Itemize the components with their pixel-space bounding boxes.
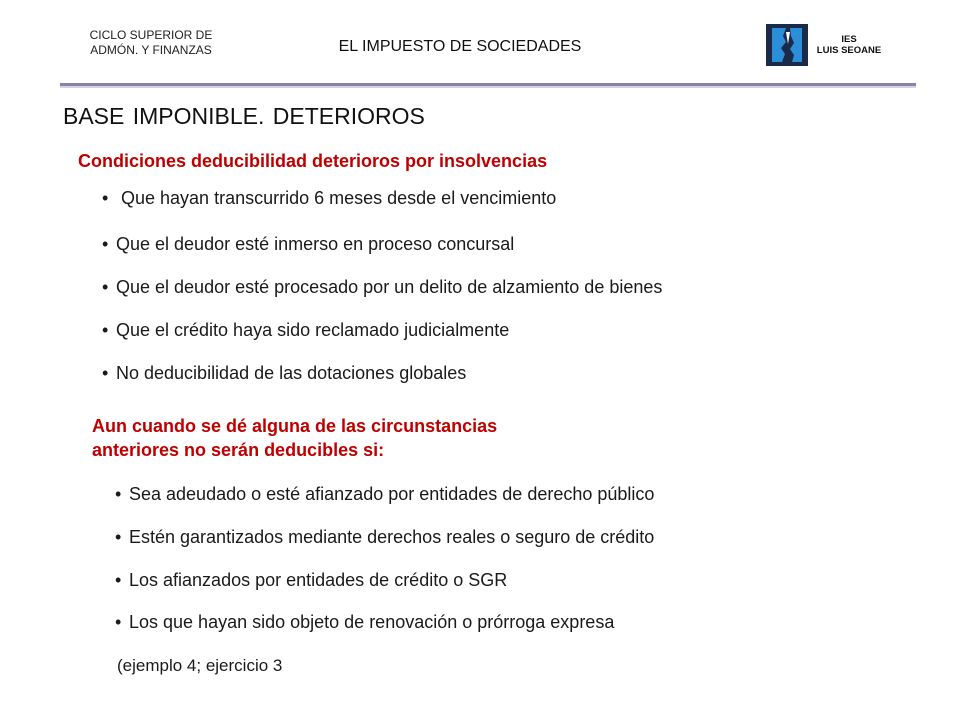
school-logo-icon: [764, 22, 810, 68]
list-item: • Que el deudor esté inmerso en proceso concursal: [102, 234, 515, 254]
course-label-line2: ADMÓN. Y FINANZAS: [90, 43, 212, 57]
section2-heading-line2: anteriores no serán deducibles si:: [92, 440, 385, 460]
list-item: • Los que hayan sido objeto de renovación o prórroga expresa: [115, 612, 615, 632]
topic-header: EL IMPUESTO DE SOCIEDADES: [338, 38, 582, 55]
list-item: • Que el crédito haya sido reclamado judicialmente: [102, 320, 510, 340]
slide-title: BASE IMPONIBLE. DETERIOROS: [63, 103, 425, 129]
list-item: • Los afianzados por entidades de crédito o SGR: [115, 570, 508, 590]
list-item: • Que hayan transcurrido 6 meses desde el vencimiento: [102, 188, 557, 208]
school-name-line2: LUIS SEOANE: [816, 45, 882, 56]
section2-heading: [92, 414, 497, 462]
school-name: [806, 34, 892, 56]
section1-heading: Condiciones deducibilidad deterioros por insolvencias: [78, 151, 548, 171]
list-item: • No deducibilidad de las dotaciones globales: [102, 363, 467, 383]
list-item: • Sea adeudado o esté afianzado por entidades de derecho público: [115, 484, 655, 504]
section2-heading-line1: Aun cuando se dé alguna de las circunstancias: [92, 416, 498, 436]
example-reference: (ejemplo 4; ejercicio 3: [117, 656, 283, 675]
list-item: • Que el deudor esté procesado por un delito de alzamiento de bienes: [102, 277, 663, 297]
course-label: [66, 28, 236, 58]
list-item: • Estén garantizados mediante derechos reales o seguro de crédito: [115, 527, 655, 547]
course-label-line1: CICLO SUPERIOR DE: [89, 28, 213, 42]
school-name-line1: IES: [841, 34, 857, 45]
header-divider: [60, 83, 916, 89]
